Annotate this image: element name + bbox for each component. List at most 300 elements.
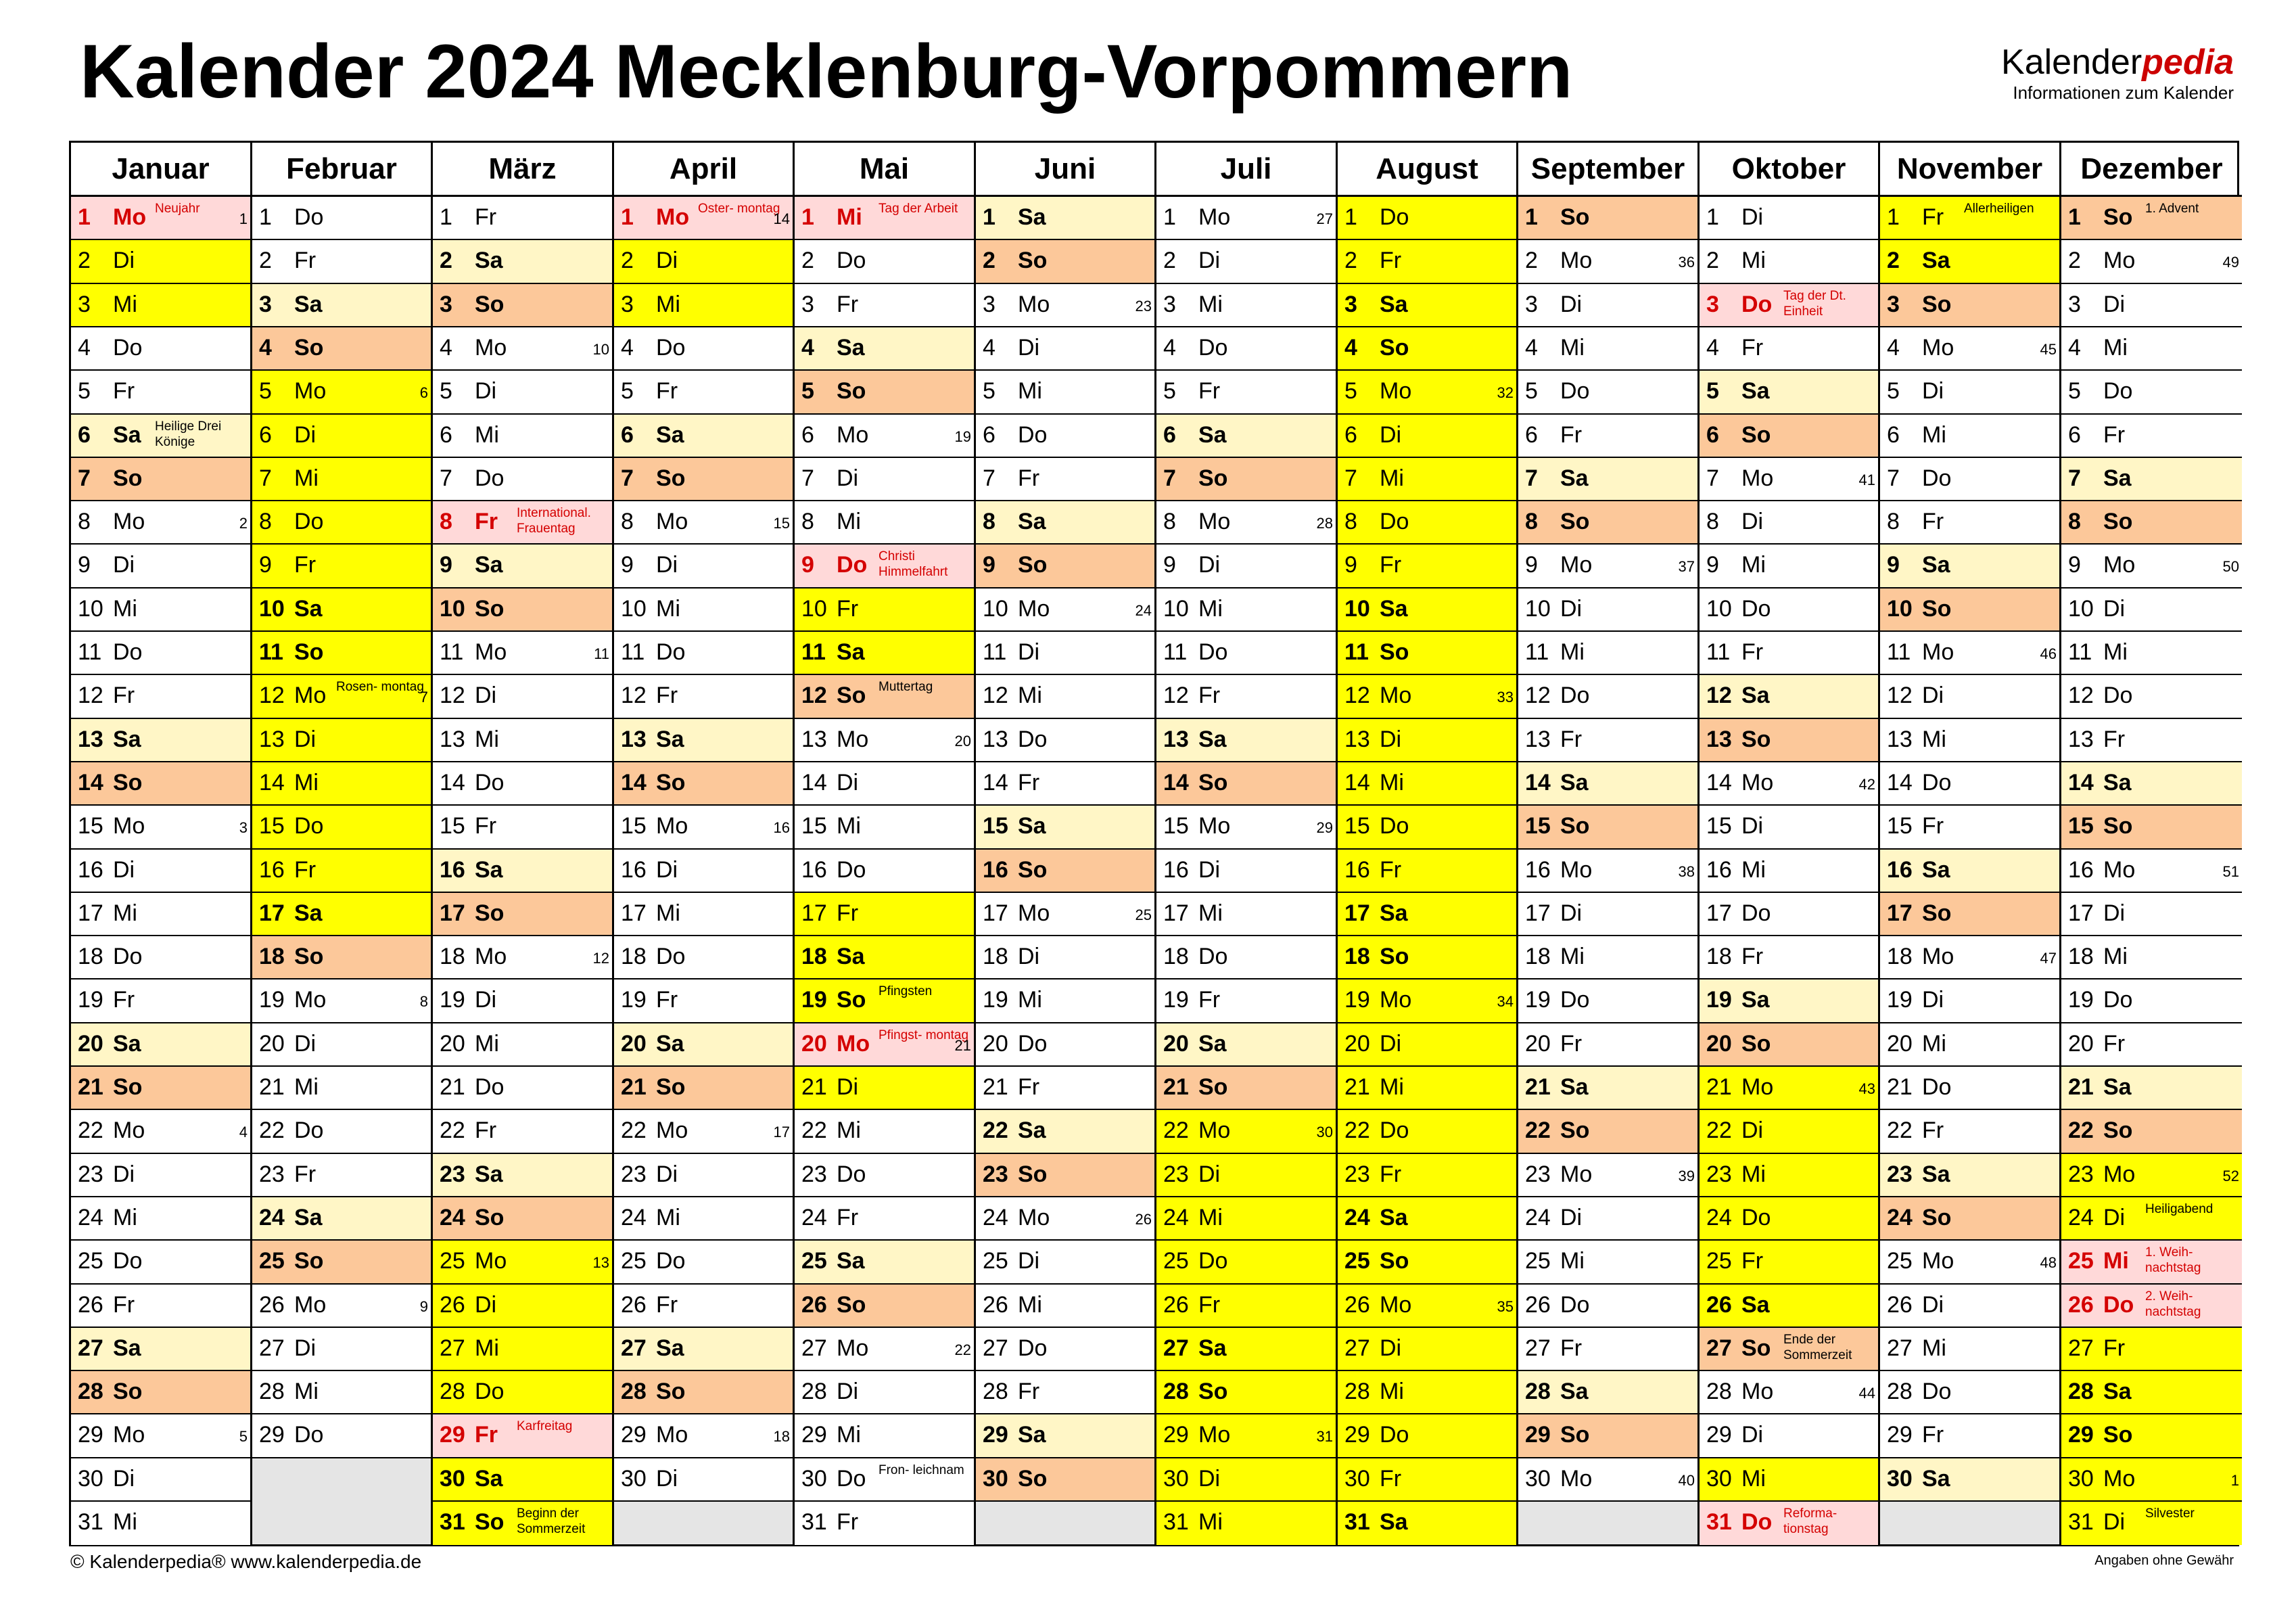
empty-cell (976, 1502, 1156, 1544)
weekday-label: Do (475, 770, 505, 796)
weekday-label: Mo (1922, 335, 1954, 361)
day-number: 10 (1525, 596, 1551, 622)
weekday-label: Mi (1560, 639, 1585, 665)
day-cell (614, 545, 795, 589)
day-cell (1338, 501, 1518, 545)
weekday-label: So (837, 1292, 866, 1318)
day-cell (976, 936, 1156, 979)
day-cell (252, 936, 433, 979)
day-number: 19 (440, 987, 465, 1013)
day-number: 11 (801, 639, 826, 665)
event-label: Allerheiligen (1964, 202, 2034, 216)
day-cell (433, 1110, 614, 1154)
day-number: 8 (78, 509, 91, 534)
day-number: 26 (1887, 1292, 1913, 1318)
day-cell (71, 501, 252, 545)
day-cell (1880, 1067, 2061, 1110)
weekday-label: Sa (1922, 1161, 1950, 1187)
weekday-label: So (475, 1205, 505, 1230)
day-number: 11 (259, 639, 283, 665)
weekday-label: Do (1560, 987, 1590, 1013)
weekday-label: Fr (656, 987, 678, 1013)
day-cell (795, 1371, 976, 1414)
weekday-label: Mi (1741, 552, 1766, 578)
day-number: 5 (1887, 378, 1900, 404)
weekday-label: Di (837, 1379, 859, 1404)
day-number: 22 (1887, 1117, 1913, 1143)
weekday-label: Mo (1380, 378, 1412, 404)
footer-copyright: © Kalenderpedia® www.kalenderpedia.de (70, 1551, 422, 1572)
weekday-label: Fr (475, 1422, 498, 1448)
day-number: 16 (1706, 857, 1732, 883)
day-number: 13 (2068, 727, 2094, 752)
day-number: 27 (2068, 1335, 2094, 1361)
weekday-label: So (113, 770, 143, 796)
weekday-label: Fr (113, 1292, 135, 1318)
day-cell (71, 1067, 252, 1110)
footer-disclaimer: Angaben ohne Gewähr (2094, 1553, 2234, 1568)
day-number: 8 (1706, 509, 1719, 534)
weekday-label: Mo (113, 204, 147, 230)
day-cell (1156, 893, 1338, 936)
weekday-label: Fr (1560, 1031, 1583, 1057)
weekday-label: Do (1560, 1292, 1590, 1318)
day-cell (1700, 675, 1880, 719)
day-cell (2061, 719, 2242, 762)
weekday-label: Di (1198, 552, 1221, 578)
day-number: 24 (1706, 1205, 1732, 1230)
day-number: 11 (2068, 639, 2092, 665)
weekday-label: Mo (1741, 1379, 1774, 1404)
day-number: 20 (78, 1031, 103, 1057)
weekday-label: Di (1018, 944, 1040, 969)
weekday-label: Sa (1380, 1509, 1408, 1535)
day-cell (1880, 240, 2061, 284)
day-cell (1880, 415, 2061, 458)
day-number: 14 (983, 770, 1008, 796)
day-number: 7 (440, 465, 452, 491)
day-number: 7 (1163, 465, 1176, 491)
day-number: 2 (2068, 248, 2081, 273)
weekday-label: Di (475, 987, 497, 1013)
weekday-label: Mo (1922, 944, 1954, 969)
day-number: 18 (801, 944, 827, 969)
day-cell (1880, 589, 2061, 632)
day-number: 21 (1887, 1074, 1913, 1100)
month-header: April (614, 143, 795, 197)
week-number: 10 (592, 341, 609, 358)
weekday-label: Fr (1741, 1248, 1764, 1274)
weekday-label: Mi (475, 727, 499, 752)
day-number: 2 (1706, 248, 1719, 273)
day-cell (1700, 1328, 1880, 1371)
day-cell (252, 240, 433, 284)
day-number: 27 (440, 1335, 465, 1361)
weekday-label: Sa (1560, 465, 1589, 491)
day-number: 4 (621, 335, 634, 361)
weekday-label: Sa (837, 1248, 865, 1274)
day-number: 18 (1887, 944, 1913, 969)
weekday-label: Mi (1198, 292, 1223, 317)
day-number: 5 (78, 378, 91, 404)
day-number: 24 (78, 1205, 103, 1230)
day-cell (795, 240, 976, 284)
day-number: 6 (1344, 422, 1357, 448)
day-number: 21 (1525, 1074, 1551, 1100)
day-cell (614, 371, 795, 415)
day-cell (1880, 1197, 2061, 1241)
day-cell (1880, 458, 2061, 501)
weekday-label: Mo (475, 335, 507, 361)
day-cell (1880, 893, 2061, 936)
day-cell (252, 197, 433, 240)
day-number: 4 (259, 335, 272, 361)
day-cell (1338, 675, 1518, 719)
week-number: 2 (239, 515, 248, 532)
day-cell (976, 675, 1156, 719)
weekday-label: Sa (656, 1335, 684, 1361)
week-number: 34 (1497, 993, 1514, 1010)
event-label: Muttertag (878, 680, 933, 694)
weekday-label: Di (656, 857, 678, 883)
day-cell (71, 850, 252, 893)
weekday-label: Di (475, 1292, 497, 1318)
day-number: 1 (440, 204, 452, 230)
weekday-label: Di (1018, 335, 1040, 361)
day-number: 7 (1525, 465, 1538, 491)
weekday-label: Fr (1380, 1466, 1402, 1492)
day-cell (795, 1067, 976, 1110)
day-number: 23 (1344, 1161, 1370, 1187)
weekday-label: Do (113, 639, 143, 665)
day-cell (1338, 240, 1518, 284)
week-number: 48 (2040, 1254, 2057, 1271)
weekday-label: Sa (1560, 1379, 1589, 1404)
day-cell (71, 762, 252, 806)
day-number: 26 (621, 1292, 647, 1318)
day-number: 24 (1163, 1205, 1189, 1230)
day-cell (795, 545, 976, 589)
weekday-label: Di (1922, 1292, 1944, 1318)
day-cell (1700, 1154, 1880, 1197)
day-number: 4 (801, 335, 814, 361)
weekday-label: So (1380, 1248, 1409, 1274)
day-number: 2 (1525, 248, 1538, 273)
day-number: 12 (2068, 683, 2094, 708)
day-number: 19 (2068, 987, 2094, 1013)
day-cell (2061, 936, 2242, 979)
day-cell (252, 1241, 433, 1285)
weekday-label: Sa (1018, 204, 1046, 230)
day-number: 3 (1525, 292, 1538, 317)
day-cell (795, 806, 976, 850)
day-number: 14 (259, 770, 285, 796)
day-number: 4 (1163, 335, 1176, 361)
weekday-label: Do (1198, 335, 1228, 361)
day-cell (252, 1154, 433, 1197)
day-cell (614, 1067, 795, 1110)
day-number: 16 (259, 857, 285, 883)
weekday-label: Di (1380, 422, 1402, 448)
weekday-label: Di (475, 683, 497, 708)
day-number: 24 (983, 1205, 1008, 1230)
day-number: 30 (78, 1466, 103, 1492)
day-cell (1700, 1110, 1880, 1154)
weekday-label: Sa (1922, 1466, 1950, 1492)
day-number: 23 (1887, 1161, 1913, 1187)
day-cell (1700, 632, 1880, 675)
day-cell (1880, 762, 2061, 806)
day-cell (614, 1328, 795, 1371)
day-cell (1338, 589, 1518, 632)
day-cell (614, 501, 795, 545)
weekday-label: So (1560, 509, 1590, 534)
day-number: 11 (1706, 639, 1731, 665)
weekday-label: Mi (294, 465, 319, 491)
day-cell (433, 1067, 614, 1110)
weekday-label: So (2103, 204, 2133, 230)
weekday-label: Mo (1018, 292, 1050, 317)
weekday-label: So (656, 1074, 686, 1100)
weekday-label: Do (1741, 596, 1771, 622)
weekday-label: Fr (294, 857, 317, 883)
day-number: 9 (801, 552, 814, 578)
day-cell (1880, 371, 2061, 415)
day-number: 18 (1706, 944, 1732, 969)
day-cell (252, 850, 433, 893)
weekday-label: So (1560, 204, 1590, 230)
day-cell (1518, 1328, 1700, 1371)
day-cell (1700, 1241, 1880, 1285)
weekday-label: Mo (837, 727, 869, 752)
day-number: 15 (1163, 813, 1189, 839)
weekday-label: Do (294, 204, 324, 230)
weekday-label: Do (294, 1117, 324, 1143)
day-number: 1 (983, 204, 995, 230)
day-cell (976, 589, 1156, 632)
day-cell (1156, 1328, 1338, 1371)
weekday-label: Do (475, 465, 505, 491)
day-number: 21 (1163, 1074, 1189, 1100)
weekday-label: So (1922, 596, 1952, 622)
weekday-label: Mo (656, 204, 690, 230)
day-number: 24 (1887, 1205, 1913, 1230)
day-number: 22 (78, 1117, 103, 1143)
weekday-label: Fr (837, 1509, 859, 1535)
weekday-label: Mo (294, 1292, 327, 1318)
day-number: 4 (983, 335, 995, 361)
day-number: 13 (1344, 727, 1370, 752)
weekday-label: Mi (1018, 987, 1042, 1013)
day-number: 1 (259, 204, 272, 230)
weekday-label: Fr (837, 900, 859, 926)
day-number: 26 (440, 1292, 465, 1318)
weekday-label: Di (113, 857, 135, 883)
day-number: 10 (440, 596, 465, 622)
weekday-label: Mi (1741, 1466, 1766, 1492)
day-number: 19 (621, 987, 647, 1013)
day-cell (976, 1241, 1156, 1285)
week-number: 6 (419, 384, 428, 401)
weekday-label: Do (1380, 204, 1409, 230)
week-number: 33 (1497, 689, 1514, 706)
day-cell (976, 1414, 1156, 1458)
day-cell (2061, 415, 2242, 458)
day-cell (1518, 284, 1700, 327)
weekday-label: Di (656, 552, 678, 578)
weekday-label: Do (1560, 683, 1590, 708)
day-cell (614, 1110, 795, 1154)
weekday-label: Do (475, 1074, 505, 1100)
weekday-label: Mi (1922, 727, 1946, 752)
weekday-label: Mo (2103, 857, 2136, 883)
weekday-label: Mi (1018, 683, 1042, 708)
day-number: 12 (1163, 683, 1189, 708)
day-number: 26 (259, 1292, 285, 1318)
day-cell (1156, 1414, 1338, 1458)
weekday-label: Fr (113, 378, 135, 404)
weekday-label: Mi (113, 596, 137, 622)
day-number: 15 (1706, 813, 1732, 839)
day-cell (614, 458, 795, 501)
empty-cell (1880, 1502, 2061, 1544)
day-number: 24 (621, 1205, 647, 1230)
weekday-label: So (2103, 1422, 2133, 1448)
day-number: 3 (78, 292, 91, 317)
weekday-label: Mi (2103, 639, 2128, 665)
day-cell (795, 850, 976, 893)
day-cell (1518, 632, 1700, 675)
day-cell (1880, 197, 2061, 240)
day-number: 23 (440, 1161, 465, 1187)
weekday-label: Do (1198, 1248, 1228, 1274)
day-cell (1518, 762, 1700, 806)
day-number: 21 (1344, 1074, 1370, 1100)
day-cell (433, 1458, 614, 1502)
weekday-label: Fr (837, 292, 859, 317)
day-number: 15 (983, 813, 1008, 839)
weekday-label: Do (294, 1422, 324, 1448)
weekday-label: Mi (1380, 465, 1404, 491)
day-number: 14 (1344, 770, 1370, 796)
weekday-label: Sa (2103, 1379, 2132, 1404)
weekday-label: Mo (1198, 813, 1231, 839)
weekday-label: So (1922, 292, 1952, 317)
weekday-label: So (1741, 1335, 1771, 1361)
weekday-label: Fr (113, 987, 135, 1013)
day-cell (1338, 893, 1518, 936)
weekday-label: Do (2103, 683, 2133, 708)
day-number: 9 (621, 552, 634, 578)
weekday-label: Sa (656, 727, 684, 752)
day-cell (1338, 1328, 1518, 1371)
day-number: 21 (621, 1074, 647, 1100)
weekday-label: Do (1018, 422, 1048, 448)
day-cell (433, 632, 614, 675)
day-cell (1700, 284, 1880, 327)
weekday-label: Sa (113, 1335, 141, 1361)
day-number: 12 (1344, 683, 1370, 708)
weekday-label: Do (1018, 727, 1048, 752)
day-cell (976, 371, 1156, 415)
weekday-label: Fr (475, 813, 497, 839)
day-number: 21 (2068, 1074, 2094, 1100)
day-number: 22 (1344, 1117, 1370, 1143)
day-cell (71, 893, 252, 936)
brand-name-part1: Kalender (2001, 43, 2142, 82)
weekday-label: Mi (475, 1031, 499, 1057)
day-cell (1700, 806, 1880, 850)
event-label: Heilige Drei Könige (155, 419, 222, 449)
weekday-label: Fr (475, 509, 498, 534)
week-number: 5 (239, 1428, 248, 1445)
day-number: 12 (1887, 683, 1913, 708)
day-number: 13 (1706, 727, 1732, 752)
day-number: 13 (259, 727, 285, 752)
weekday-label: So (475, 900, 505, 926)
day-cell (2061, 501, 2242, 545)
day-number: 30 (1163, 1466, 1189, 1492)
day-number: 20 (1163, 1031, 1189, 1057)
day-cell (795, 979, 976, 1023)
day-cell (1880, 850, 2061, 893)
day-cell (1338, 850, 1518, 893)
day-cell (252, 1328, 433, 1371)
day-number: 16 (801, 857, 827, 883)
day-number: 30 (1887, 1466, 1913, 1492)
weekday-label: Mi (1560, 944, 1585, 969)
day-number: 13 (983, 727, 1008, 752)
day-number: 10 (1887, 596, 1913, 622)
weekday-label: Do (1380, 813, 1409, 839)
day-cell (71, 719, 252, 762)
weekday-label: Di (475, 378, 497, 404)
weekday-label: Mo (1380, 1292, 1412, 1318)
day-number: 27 (983, 1335, 1008, 1361)
day-cell (1700, 501, 1880, 545)
weekday-label: Mi (1380, 1379, 1404, 1404)
day-number: 25 (1344, 1248, 1370, 1274)
day-number: 21 (259, 1074, 285, 1100)
weekday-label: Sa (2103, 465, 2132, 491)
day-number: 25 (983, 1248, 1008, 1274)
weekday-label: Di (1741, 204, 1764, 230)
day-number: 3 (1344, 292, 1357, 317)
day-number: 19 (801, 987, 827, 1013)
week-number: 51 (2222, 863, 2239, 880)
day-cell (71, 806, 252, 850)
day-number: 27 (78, 1335, 103, 1361)
day-cell (795, 1502, 976, 1545)
day-cell (1700, 936, 1880, 979)
day-cell (795, 284, 976, 327)
weekday-label: So (1018, 248, 1048, 273)
weekday-label: Sa (1380, 900, 1408, 926)
weekday-label: Di (1198, 248, 1221, 273)
day-cell (795, 1154, 976, 1197)
weekday-label: Sa (1560, 1074, 1589, 1100)
day-cell (1700, 719, 1880, 762)
weekday-label: Mo (1198, 204, 1231, 230)
weekday-label: Fr (2103, 1031, 2126, 1057)
day-number: 5 (2068, 378, 2081, 404)
weekday-label: Mo (1380, 683, 1412, 708)
day-number: 1 (801, 204, 814, 230)
weekday-label: So (1741, 727, 1771, 752)
day-cell (1518, 1241, 1700, 1285)
day-cell (1518, 1458, 1700, 1502)
weekday-label: Di (2103, 1205, 2126, 1230)
